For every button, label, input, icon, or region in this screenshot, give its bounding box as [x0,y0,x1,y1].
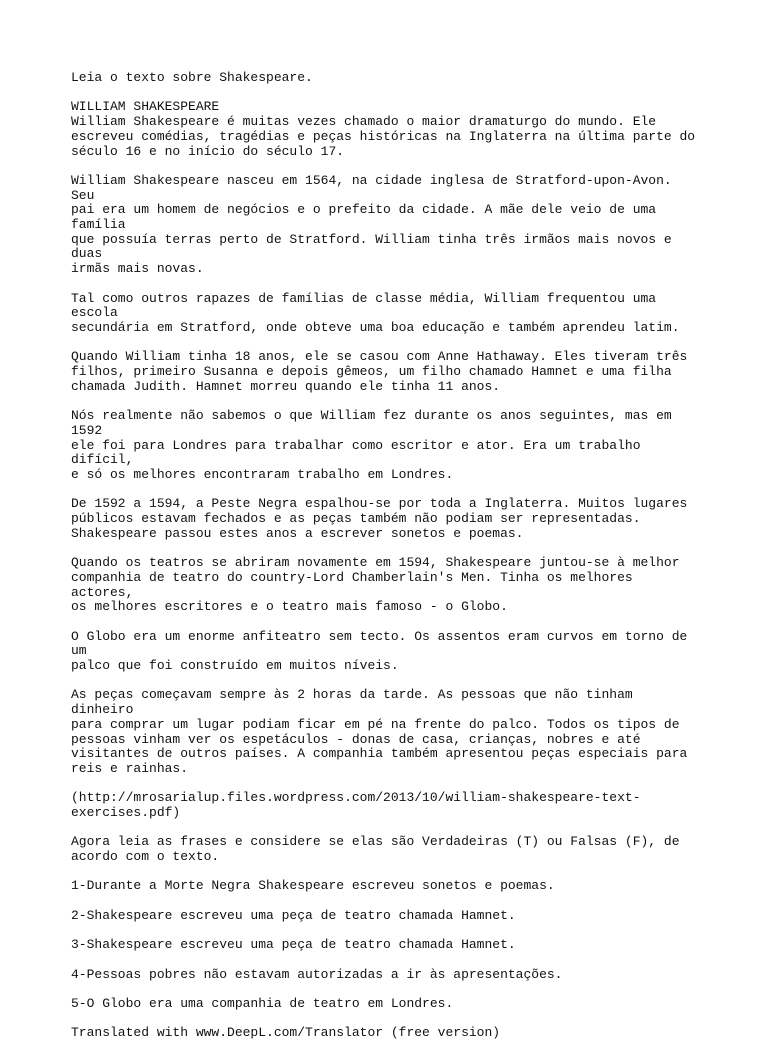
paragraph-9: As peças começavam sempre às 2 horas da tarde. As pessoas que não tinham dinheiro para comprar um lugar podiam ficar em pé na frente do palco. Todos os tipos de pessoas vinham ver os espetáculos - donas de casa, crianças, nobres e até visitantes de outros países. A companhia também apresentou peças especiais para reis e rainhas. [71,687,688,776]
statement-3: 3-Shakespeare escreveu uma peça de teatro chamada Hamnet. [71,937,516,953]
paragraph-4: Quando William tinha 18 anos, ele se casou com Anne Hathaway. Eles tiveram três filhos, primeiro Susanna e depois gêmeos, um filho chamado Hamnet e uma filha chamada Judith. Hamnet morreu quando ele tinha 11 anos. [71,349,688,394]
statement-4: 4-Pessoas pobres não estavam autorizadas a ir às apresentações. [71,966,563,982]
intro-line: Leia o texto sobre Shakespeare. [71,70,313,85]
document-page [71,71,701,1056]
heading-block [71,100,701,159]
paragraph-1: William Shakespeare é muitas vezes chamado o maior dramaturgo do mundo. Ele escreveu comédias, tragédias e peças históricas na Inglaterra na última parte do século 16 e no início do século 17. [71,114,696,159]
source-citation: (http://mrosarialup.files.wordpress.com/2013/10/william-shakespeare-text- exercises.pdf) [71,790,641,820]
paragraph-6: De 1592 a 1594, a Peste Negra espalhou-se por toda a Inglaterra. Muitos lugares públicos estavam fechados e as peças também não podiam ser representadas. Shakespeare passou estes anos a escrever sonetos e poemas. [71,496,688,541]
statement-5: 5-O Globo era uma companhia de teatro em Londres. [71,996,454,1012]
paragraph-7: Quando os teatros se abriram novamente em 1594, Shakespeare juntou-se à melhor companhia de teatro do country-Lord Chamberlain's Men. Tinha os melhores actores, os melhores escritores e o teatro mais famoso - o Globo. [71,555,680,615]
paragraph-2: William Shakespeare nasceu em 1564, na cidade inglesa de Stratford-upon-Avon. Seu pai era um homem de negócios e o prefeito da cidade. A mãe dele veio de uma família que possuía terras perto de Stratford. William tinha três irmãos mais novos e duas irmãs mais novas. [71,172,672,277]
instructions-text: Agora leia as frases e considere se elas são Verdadeiras (T) ou Falsas (F), de acordo com o texto. [71,834,680,865]
document-heading: WILLIAM SHAKESPEARE [71,99,220,115]
paragraph-5: Nós realmente não sabemos o que William fez durante os anos seguintes, mas em 1592 ele foi para Londres para trabalhar como escritor e ator. Era um trabalho difícil, e só os melhores encontraram trabalho em Londres. [71,408,672,482]
paragraph-8: O Globo era um enorme anfiteatro sem tecto. Os assentos eram curvos em torno de um palco que foi construído em muitos níveis. [71,628,688,673]
translation-footer: Translated with www.DeepL.com/Translator (free version) [71,1025,501,1041]
statement-1: 1-Durante a Morte Negra Shakespeare escreveu sonetos e poemas. [71,878,555,894]
paragraph-3: Tal como outros rapazes de famílias de classe média, William frequentou uma escola secundária em Stratford, onde obteve uma boa educação e também aprendeu latim. [71,290,680,335]
statement-2: 2-Shakespeare escreveu uma peça de teatro chamada Hamnet. [71,907,516,923]
